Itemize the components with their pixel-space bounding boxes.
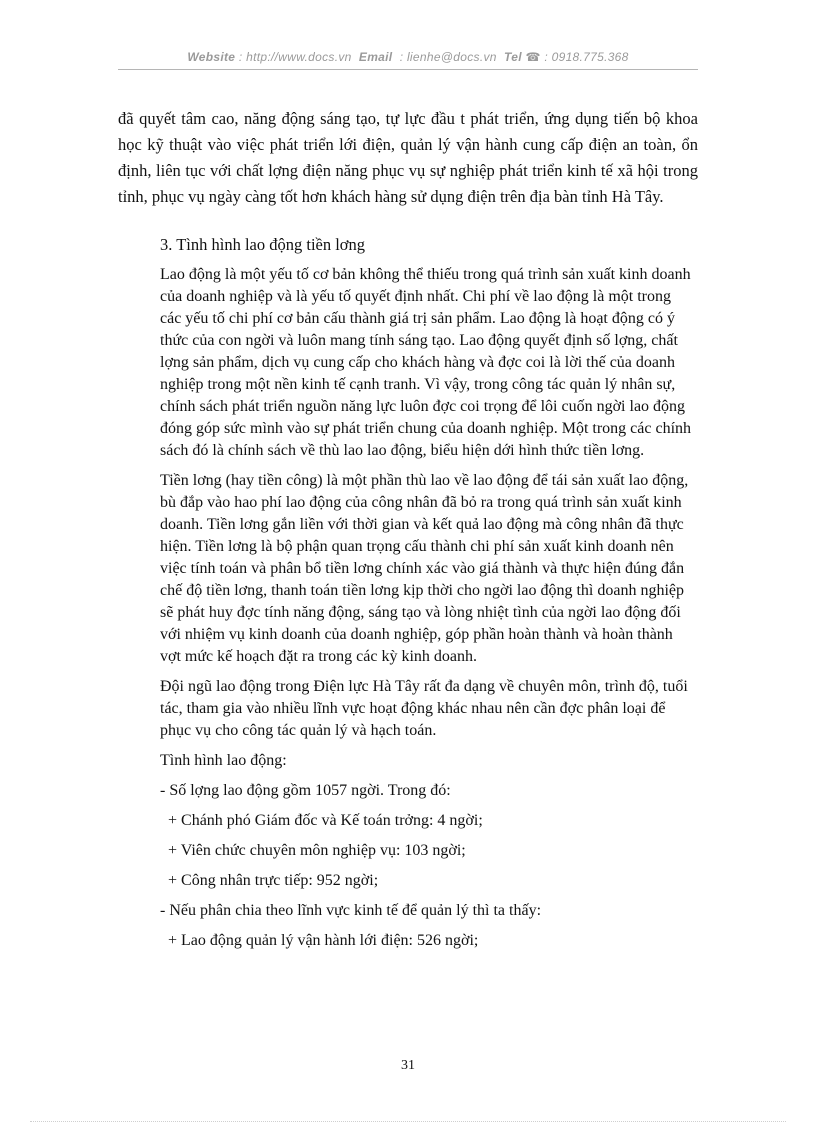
- body-paragraph: Lao động là một yếu tố cơ bản không thể thiếu trong quá trình sản xuất kinh doanh của doanh nghiệp và là yếu tố quyết định nhất. Chi phí về lao động là một trong các yếu tố chi phí cơ bản cấu thành giá trị sản phẩm. Lao động là hoạt động có ý thức của con ngời và luôn mang tính sáng tạo. Lao động quyết định số lợng, chất lợng sản phẩm, dịch vụ cung cấp cho khách hàng và đợc coi là lời thế của doanh nghiệp trong một nền kinh tế cạnh tranh. Vì vậy, trong công tác quản lý nhân sự, chính sách phát triển nguồn năng lực luôn đợc coi trọng để lôi cuốn ngời lao động đóng góp sức mình vào sự phát triển chung của doanh nghiệp. Một trong các chính sách đó là chính sách về thù lao lao động, biểu hiện dới hình thức tiền lơng.: [160, 266, 692, 459]
- list-item: - Số lợng lao động gồm 1057 ngời. Trong đó:: [160, 782, 451, 799]
- list-subitem: + Công nhân trực tiếp: 952 ngời;: [168, 872, 379, 889]
- email-label: Email: [358, 50, 393, 64]
- footer-divider: [30, 1121, 786, 1122]
- website-value: : http://www.docs.vn: [238, 50, 352, 64]
- list-subitem: + Lao động quản lý vận hành lới điện: 526 ngời;: [168, 932, 479, 949]
- tel-value: ☎ : 0918.775.368: [525, 50, 629, 64]
- list-subitem: + Viên chức chuyên môn nghiệp vụ: 103 ngời;: [168, 842, 466, 859]
- body-paragraph: Đội ngũ lao động trong Điện lực Hà Tây rất đa dạng về chuyên môn, trình độ, tuổi tác, tham gia vào nhiều lĩnh vực hoạt động khác nhau nên cần đợc phân loại để phục vụ cho công tác quản lý và hạch toán.: [160, 678, 688, 739]
- section-heading: 3. Tình hình lao động tiền lơng: [160, 235, 366, 254]
- labor-list: [160, 750, 694, 952]
- section-body: [160, 264, 694, 952]
- list-item: - Nếu phân chia theo lĩnh vực kinh tế để quản lý thì ta thấy:: [160, 902, 542, 919]
- page-header: [118, 50, 698, 64]
- website-label: Website: [187, 50, 236, 64]
- header-divider: [118, 69, 698, 70]
- page-number: 31: [401, 1058, 415, 1073]
- intro-paragraph: đã quyết tâm cao, năng động sáng tạo, tự lực đầu t phát triển, ứng dụng tiến bộ khoa học kỹ thuật vào việc phát triển lới điện, quản lý vận hành cung cấp điện an toàn, ổn định, liên tục với chất lợng điện năng phục vụ sự nghiệp phát triển kinh tế xã hội trong tỉnh, phục vụ ngày càng tốt hơn khách hàng sử dụng điện trên địa bàn tỉnh Hà Tây.: [118, 109, 698, 206]
- email-value: : lienhe@docs.vn: [399, 50, 497, 64]
- list-item: Tình hình lao động:: [160, 752, 287, 769]
- body-paragraph: Tiền lơng (hay tiền công) là một phần thù lao về lao động để tái sản xuất lao động, bù đắp vào hao phí lao động của công nhân đã bỏ ra trong quá trình sản xuất kinh doanh. Tiền lơng gắn liền với thời gian và kết quả lao động mà công nhân đã thực hiện. Tiền lơng là bộ phận quan trọng cấu thành chi phí sản xuất kinh doanh nên việc tính toán và phân bổ tiền lơng chính xác vào giá thành và thực hiện đúng đắn chế độ tiền lơng, thanh toán tiền lơng kịp thời cho ngời lao động thì doanh nghiệp sẽ phát huy đợc tính năng động, sáng tạo và lòng nhiệt tình của ngời lao động đối với nhiệm vụ kinh doanh của doanh nghiệp, góp phần hoàn thành và hoàn thành vợt mức kế hoạch đặt ra trong các kỳ kinh doanh.: [160, 472, 689, 665]
- page-content: [118, 106, 698, 960]
- list-subitem: + Chánh phó Giám đốc và Kế toán trởng: 4 ngời;: [168, 812, 483, 829]
- tel-label: Tel: [504, 50, 522, 64]
